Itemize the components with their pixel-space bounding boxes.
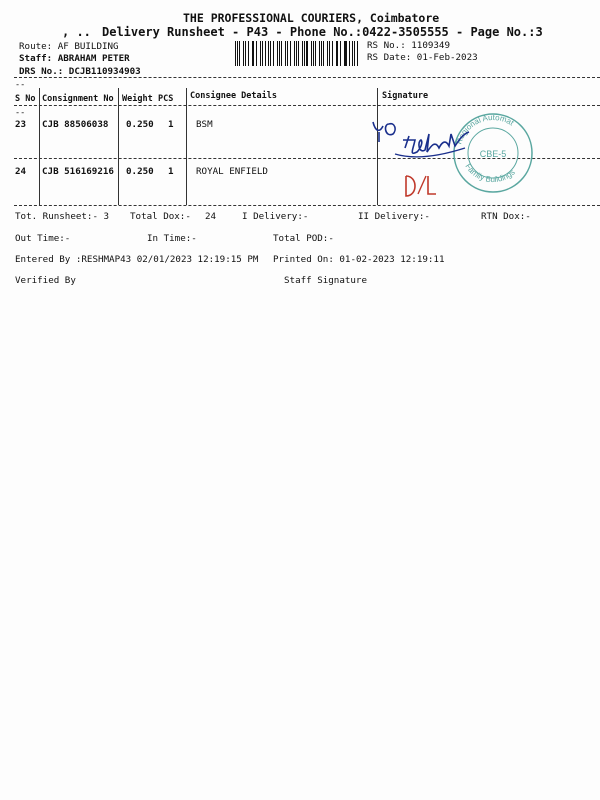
row-sno: 24	[15, 166, 27, 177]
col-signature: Signature	[382, 91, 429, 101]
recipient-signature	[365, 110, 475, 170]
row-consignee: BSM	[196, 119, 213, 130]
in-time: In Time:-	[147, 233, 197, 244]
delivered-mark	[400, 172, 440, 200]
stamp-text-top: Regional Automat	[454, 112, 516, 146]
total-runsheet: Tot. Runsheet:- 3	[15, 211, 110, 222]
row-consignee: ROYAL ENFIELD	[196, 166, 268, 177]
company-title: THE PROFESSIONAL COURIERS, Coimbatore	[183, 11, 440, 25]
row-consignment: CJB 88506038	[42, 119, 109, 130]
col-pcs: PCS	[158, 94, 174, 104]
runsheet-subtitle: Delivery Runsheet - P43 - Phone No.:0422-3505555 - Page No.:3	[102, 25, 543, 39]
row-consignment: CJB 516169216	[42, 166, 114, 177]
table-header-border	[14, 105, 600, 106]
rtn-dox: RTN Dox:-	[481, 211, 531, 222]
staff-label: Staff: ABRAHAM PETER	[19, 53, 130, 64]
runsheet-subtitle-prefix: , ..	[62, 25, 91, 39]
out-time: Out Time:-	[15, 233, 71, 244]
row-pcs: 1	[168, 166, 174, 177]
col-rule	[39, 88, 40, 205]
total-dox-value: 24	[205, 211, 217, 222]
rs-number: RS No.: 1109349	[367, 40, 450, 51]
barcode	[235, 41, 360, 66]
table-top-marks: --	[15, 80, 26, 90]
col-consignee: Consignee Details	[190, 91, 277, 101]
col-consignment: Consignment No	[42, 94, 114, 104]
row-weight: 0.250	[126, 166, 154, 177]
drs-number: DRS No.: DCJB110934903	[19, 66, 141, 77]
row-sno: 23	[15, 119, 27, 130]
table-top-border	[14, 77, 600, 78]
col-rule	[118, 88, 119, 205]
row-marks: --	[15, 108, 26, 118]
entered-by: Entered By :RESHMAP43 02/01/2023 12:19:15 PM	[15, 254, 259, 265]
staff-signature: Staff Signature	[284, 275, 367, 286]
row-weight: 0.250	[126, 119, 154, 130]
total-pod: Total POD:-	[273, 233, 334, 244]
col-rule	[186, 88, 187, 205]
stamp-text-center: CBE-5	[479, 149, 507, 159]
total-dox-label: Total Dox:-	[130, 211, 191, 222]
printed-on: Printed On: 01-02-2023 12:19:11	[273, 254, 445, 265]
verified-by: Verified By	[15, 275, 76, 286]
rs-date: RS Date: 01-Feb-2023	[367, 52, 478, 63]
first-delivery: I Delivery:-	[242, 211, 309, 222]
col-weight: Weight	[122, 94, 153, 104]
row-pcs: 1	[168, 119, 174, 130]
stamp-text-bottom: Family Buildings	[463, 161, 517, 185]
table-bottom-border	[14, 205, 600, 206]
col-sno: S No	[15, 94, 36, 104]
route-label: Route: AF BUILDING	[19, 41, 119, 52]
second-delivery: II Delivery:-	[358, 211, 430, 222]
